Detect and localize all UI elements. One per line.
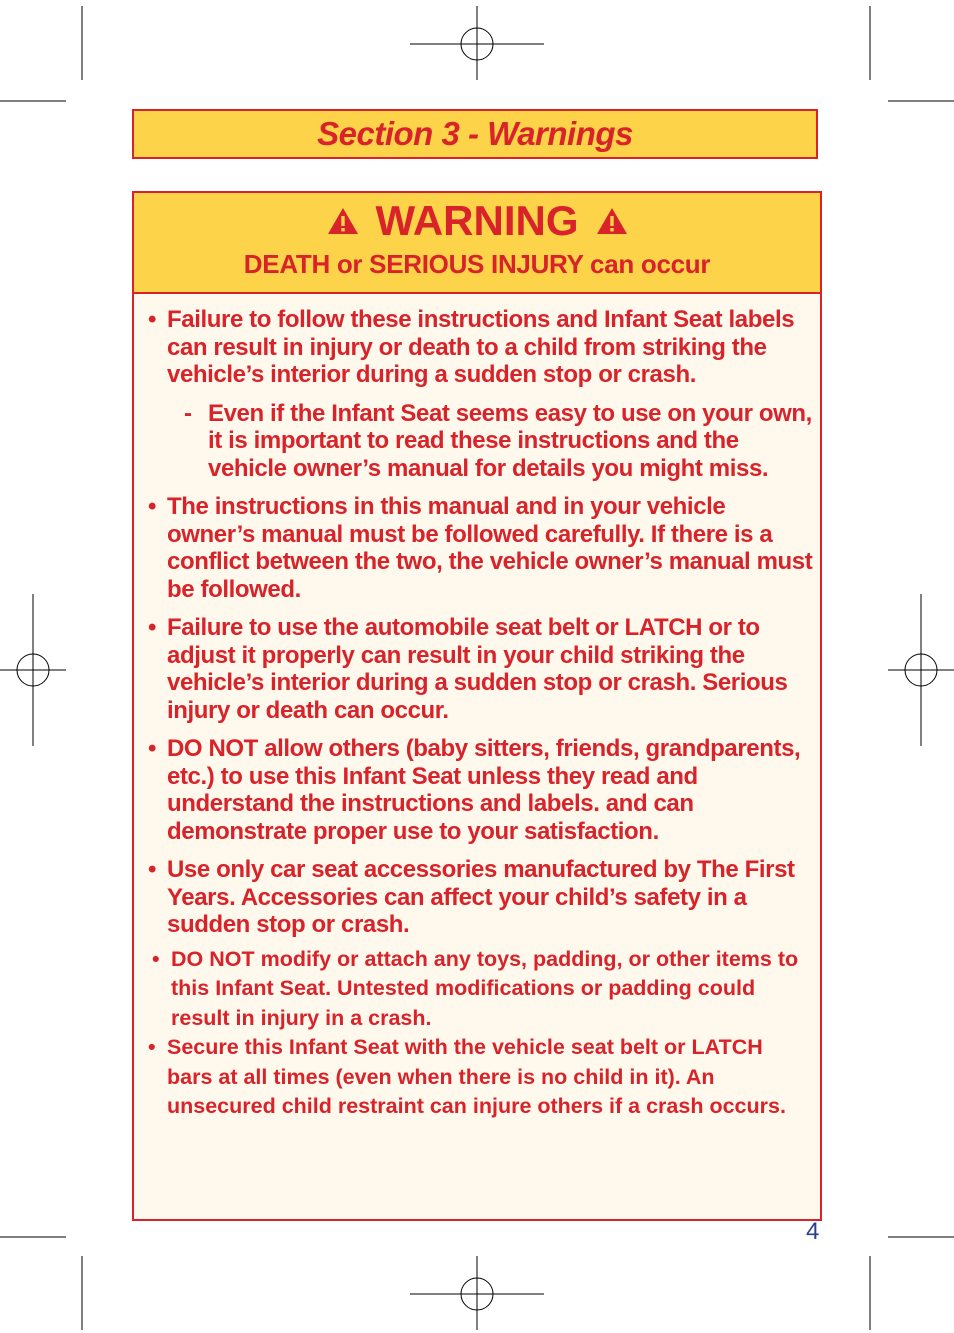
bullet: •: [148, 306, 157, 333]
warning-title-row: [134, 193, 820, 243]
list-item: [148, 306, 814, 389]
bullet: •: [152, 946, 160, 971]
bullet: •: [148, 493, 157, 520]
list-item: [148, 1033, 814, 1122]
section-title: Section 3 - Warnings: [132, 109, 818, 159]
warning-list: [134, 294, 820, 1122]
list-item: [148, 614, 814, 724]
list-item: [148, 735, 814, 845]
list-item-text: The instructions in this manual and in your vehicle owner’s manual must be followed carefully. If there is a conflict between the two, the vehicle owner’s manual must be followed.: [167, 493, 813, 603]
page-number: 4: [806, 1218, 820, 1245]
warning-box: [132, 191, 822, 1221]
list-item-text: Secure this Infant Seat with the vehicle seat belt or LATCH bars at all times (even when there is no child in it). An unsecured child restraint can injure others if a crash occurs.: [167, 1035, 786, 1118]
list-item-text: DO NOT allow others (baby sitters, friends, grandparents, etc.) to use this Infant Seat unless they read and understand the instructions and labels. and can demonstrate proper use to your satisfaction.: [167, 735, 801, 845]
list-item-text: Failure to use the automobile seat belt or LATCH or to adjust it properly can result in your child striking the vehicle’s interior during a sudden stop or crash. Serious injury or death can occur.: [167, 614, 788, 724]
dash-bullet: -: [184, 399, 192, 427]
sub-list-item: [184, 400, 814, 483]
bullet: •: [148, 856, 157, 883]
warning-triangle-icon: [326, 206, 360, 236]
bullet: •: [148, 1035, 156, 1059]
list-item: [148, 493, 814, 603]
bullet: •: [148, 614, 157, 641]
warning-header: [134, 193, 820, 294]
list-item-text: DO NOT modify or attach any toys, padding, or other items to this Infant Seat. Untested modifications or padding could result in injury in a crash.: [171, 946, 799, 1030]
list-item: [148, 856, 814, 939]
bullet: •: [148, 735, 157, 762]
list-item-text: Failure to follow these instructions and Infant Seat labels can result in injury or death to a child from striking the vehicle’s interior during a sudden stop or crash.: [167, 306, 795, 388]
list-item-text: Even if the Infant Seat seems easy to use on your own, it is important to read these instructions and the vehicle owner’s manual for details you might miss.: [208, 399, 812, 482]
warning-triangle-icon: [595, 206, 629, 236]
warning-title: WARNING: [375, 197, 579, 244]
list-item: [148, 945, 814, 1034]
warning-subtitle: DEATH or SERIOUS INJURY can occur: [243, 249, 711, 279]
list-item-text: Use only car seat accessories manufactured by The First Years. Accessories can affect your child’s safety in a sudden stop or crash.: [167, 856, 795, 938]
